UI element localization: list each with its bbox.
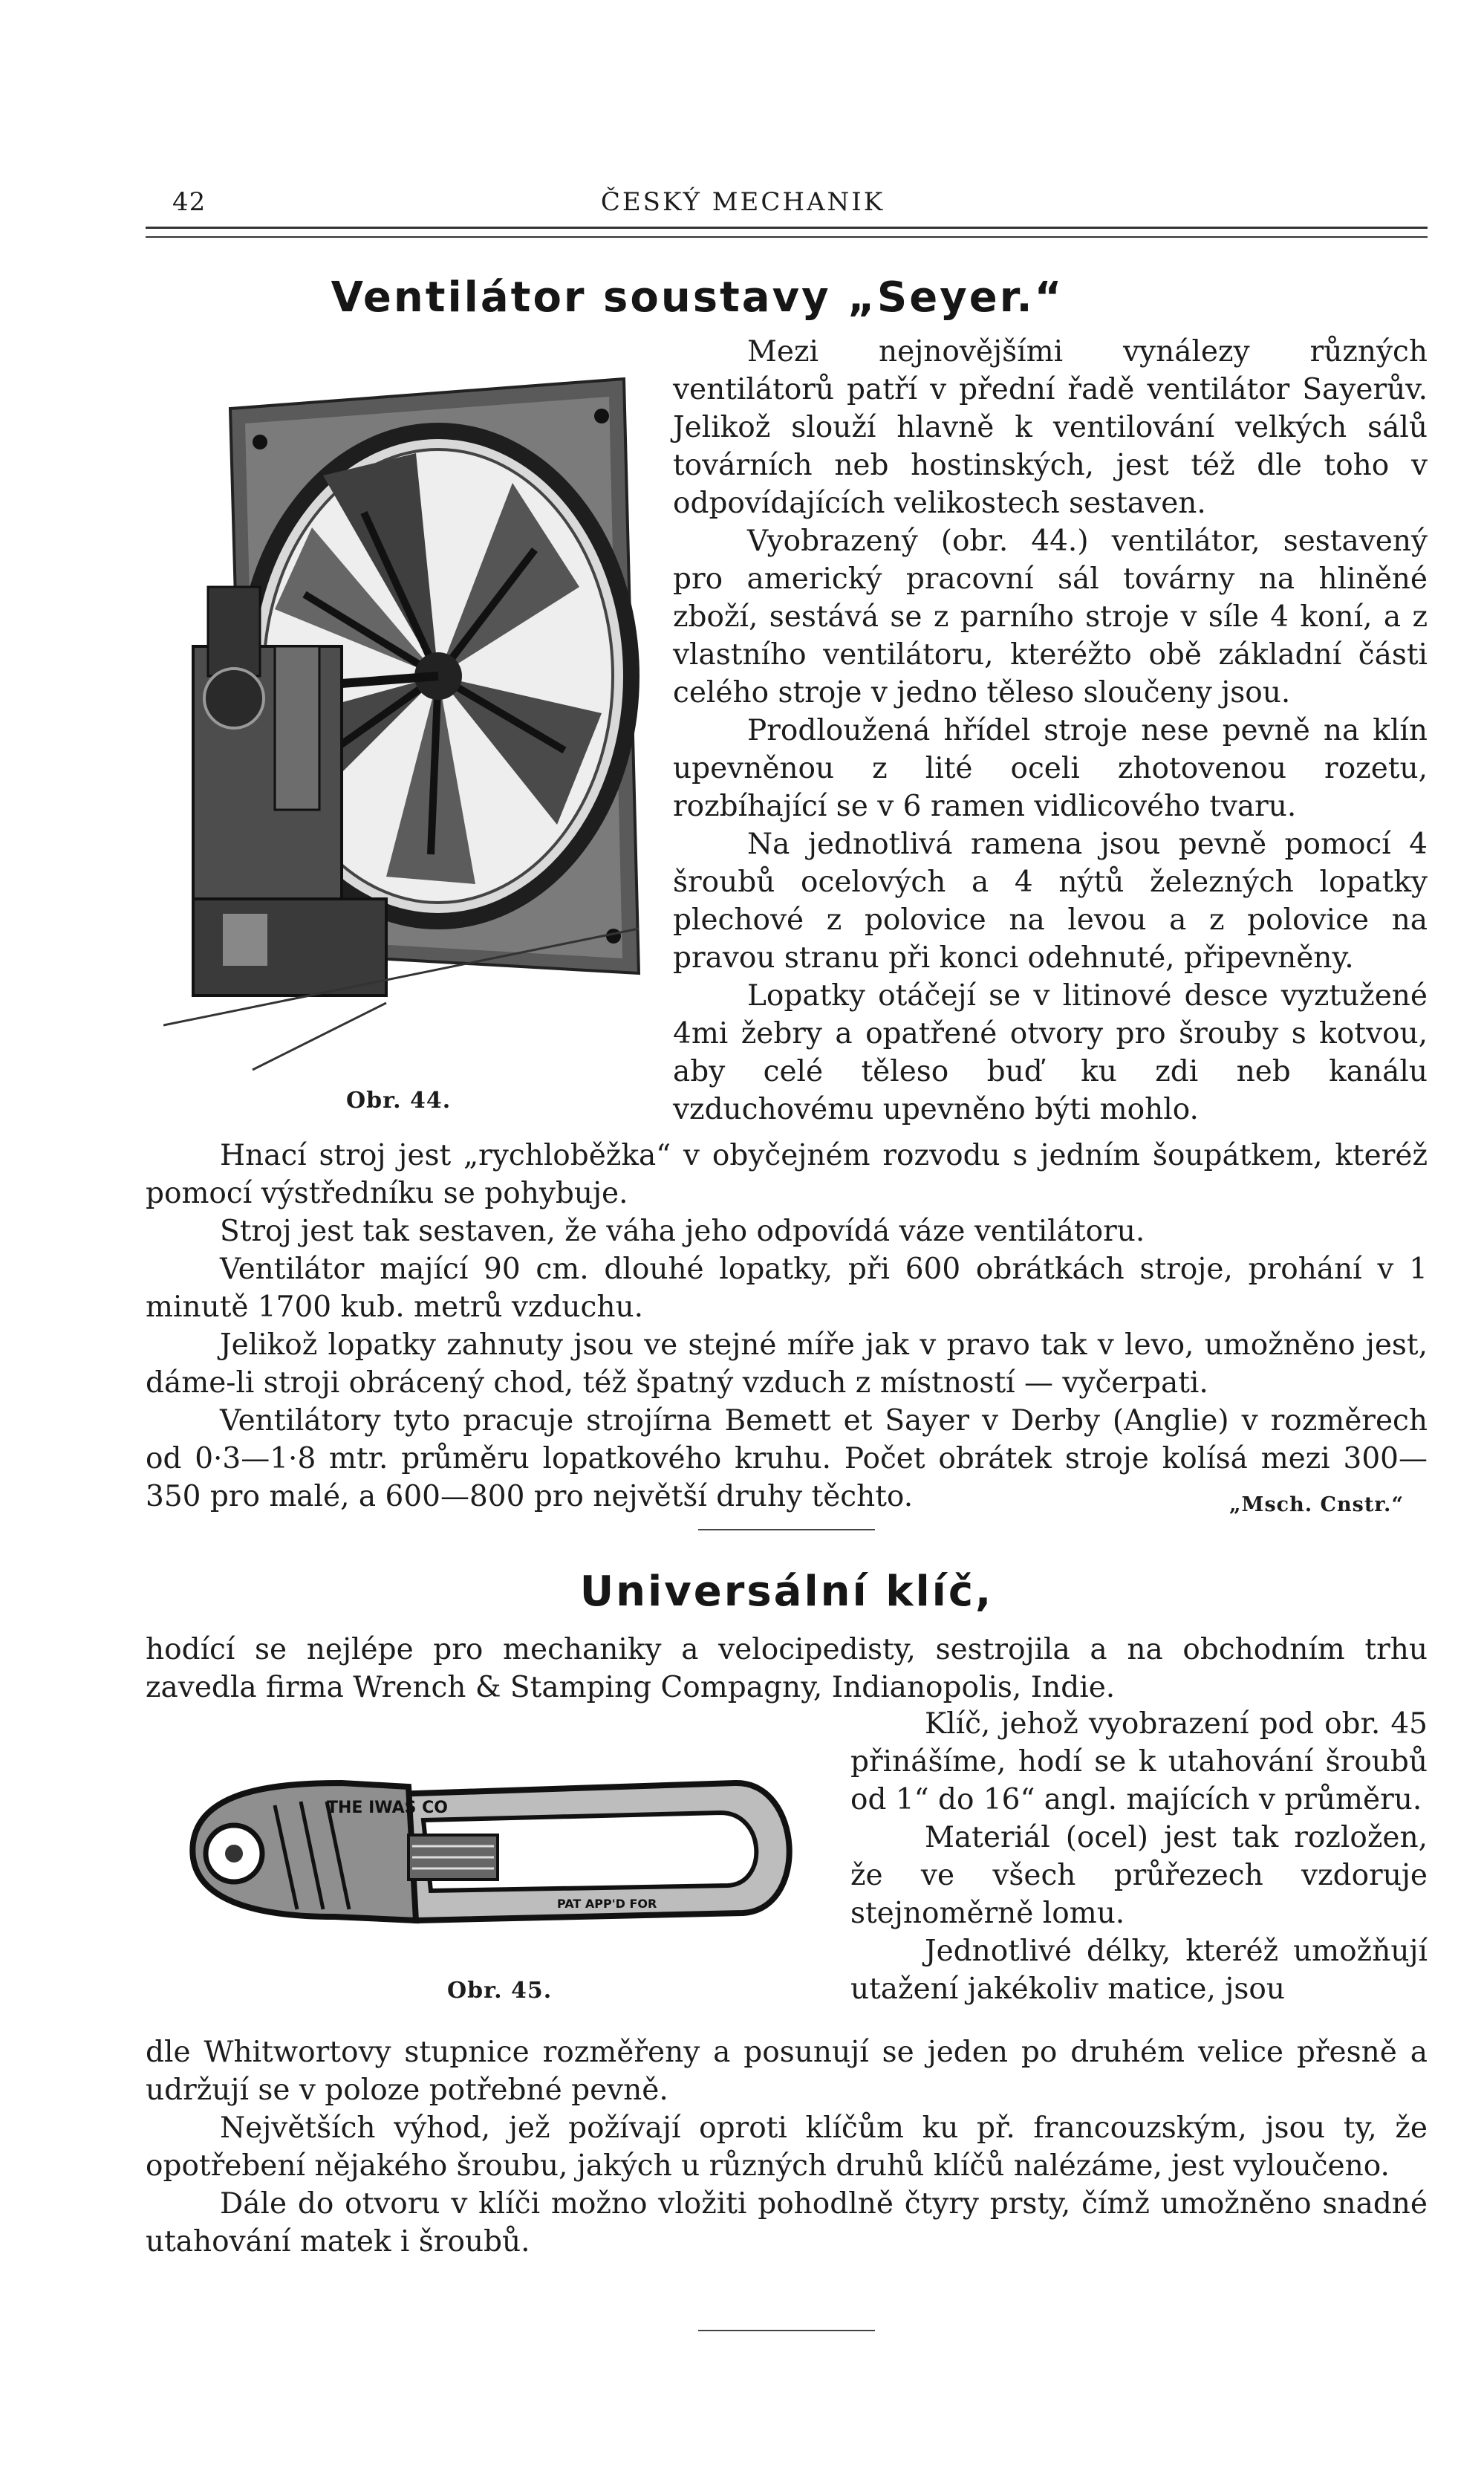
paragraph: Klíč, jehož vyobrazení pod obr. 45 přinášíme, hodí se k utahování šroubů od 1“ do 16“ angl. majících v průměru. bbox=[850, 1707, 1428, 1816]
end-divider bbox=[698, 2330, 875, 2331]
header-double-rule bbox=[146, 227, 1428, 238]
ventilator-figure bbox=[163, 364, 646, 1077]
paragraph: Největších výhod, jež požívají oproti klíčům ku př. francouzským, jsou ty, že opotřebení nějakého šroubu, jakých u různých druhů klíčů nalézáme, jest vyloučeno. bbox=[146, 2111, 1428, 2183]
article1-title: Ventilátor soustavy „Seyer.“ bbox=[331, 273, 1064, 322]
paragraph: Na jednotlivá ramena jsou pevně pomocí 4 šroubů ocelových a 4 nýtů železných lopatky plechové z polovice na levou a z polovice na pravou stranu při konci odehnuté, připevněny. bbox=[673, 828, 1428, 975]
article2-full-text bbox=[146, 2033, 1428, 2261]
paragraph: Prodloužená hřídel stroje nese pevně na klín upevněnou z lité oceli zhotovenou rozetu, rozbíhající se v 6 ramen vidlicového tvaru. bbox=[673, 714, 1428, 823]
article2-title: Universální klíč, bbox=[579, 1568, 994, 1616]
paragraph: Ventilátor mající 90 cm. dlouhé lopatky, při 600 obrátkách stroje, prohání v 1 minutě 1700 kub. metrů vzduchu. bbox=[146, 1253, 1428, 1324]
paragraph: Jelikož lopatky zahnuty jsou ve stejné míře jak v pravo tak v levo, umožněno jest, dáme-li stroji obrácený chod, též špatný vzduch z místností — vyčerpati. bbox=[146, 1328, 1428, 1400]
paragraph: Mezi nejnovějšími vynálezy různých ventilátorů patří v přední řadě ventilátor Sayerův. Jelikož slouží hlavně k ventilování velkých sálů továrních neb hostinských, jest též dle toho v odpovídajících velikostech sestaven. bbox=[673, 335, 1428, 520]
paragraph: Materiál (ocel) jest tak rozložen, že ve všech průřezech vzdoruje stejnoměrně lomu. bbox=[850, 1821, 1428, 1930]
wrench-figure bbox=[171, 1731, 817, 1969]
figure-44-caption: Obr. 44. bbox=[346, 1088, 452, 1114]
section-divider bbox=[698, 1529, 875, 1530]
paragraph: Vyobrazený (obr. 44.) ventilátor, sestavený pro americký pracovní sál továrny na hliněné zboží, sestává se z parního stroje v síle 4 koní, a z vlastního ventilátoru, kteréžto obě základní části celého stroje v jedno těleso sloučeny jsou. bbox=[673, 524, 1428, 709]
article1-column-text bbox=[673, 333, 1428, 1128]
wrench-patent-mark: PAT APP'D FOR bbox=[557, 1897, 657, 1911]
source-citation: „Msch. Cnstr.“ bbox=[1229, 1493, 1404, 1516]
paragraph: Lopatky otáčejí se v litinové desce vyztužené 4mi žebry a opatřené otvory pro šrouby s kotvou, aby celé těleso buď ku zdi neb kanálu vzduchovému upevněno býti mohlo. bbox=[673, 979, 1428, 1126]
wrench-maker-mark: THE IWAS CO bbox=[327, 1799, 448, 1817]
paragraph: Hnací stroj jest „rychloběžka“ v obyčejném rozvodu s jedním šoupátkem, kteréž pomocí výstředníku se pohybuje. bbox=[146, 1139, 1428, 1210]
paragraph: Dále do otvoru v klíči možno vložiti pohodlně čtyry prsty, čímž umožněno snadné utahování matek i šroubů. bbox=[146, 2187, 1428, 2258]
paragraph: Stroj jest tak sestaven, že váha jeho odpovídá váze ventilátoru. bbox=[220, 1215, 1145, 1248]
running-title: ČESKÝ MECHANIK bbox=[600, 187, 885, 217]
paragraph: Jednotlivé délky, kteréž umožňují utažení jakékoliv matice, jsou bbox=[850, 1935, 1428, 2006]
paragraph: dle Whitwortovy stupnice rozměřeny a posunují se jeden po druhém velice přesně a udržují se v poloze potřebné pevně. bbox=[146, 2036, 1428, 2107]
article1-full-text bbox=[146, 1137, 1428, 1516]
page-number: 42 bbox=[172, 187, 206, 217]
paragraph: Ventilátory tyto pracuje strojírna Bemett et Sayer v Derby (Anglie) v rozměrech od 0·3—1·8 mtr. průměru lopatkového kruhu. Počet obrátek stroje kolísá mezi 300—350 pro malé, a 600—800 pro největší druhy těchto. bbox=[146, 1404, 1428, 1513]
article2-intro bbox=[146, 1631, 1428, 1706]
article2-column-text bbox=[850, 1705, 1428, 2008]
paragraph: hodící se nejlépe pro mechaniky a velocipedisty, sestrojila a na obchodním trhu zavedla firma Wrench & Stamping Compagny, Indianopolis, Indie. bbox=[146, 1633, 1428, 1704]
figure-45-caption: Obr. 45. bbox=[447, 1978, 553, 2004]
